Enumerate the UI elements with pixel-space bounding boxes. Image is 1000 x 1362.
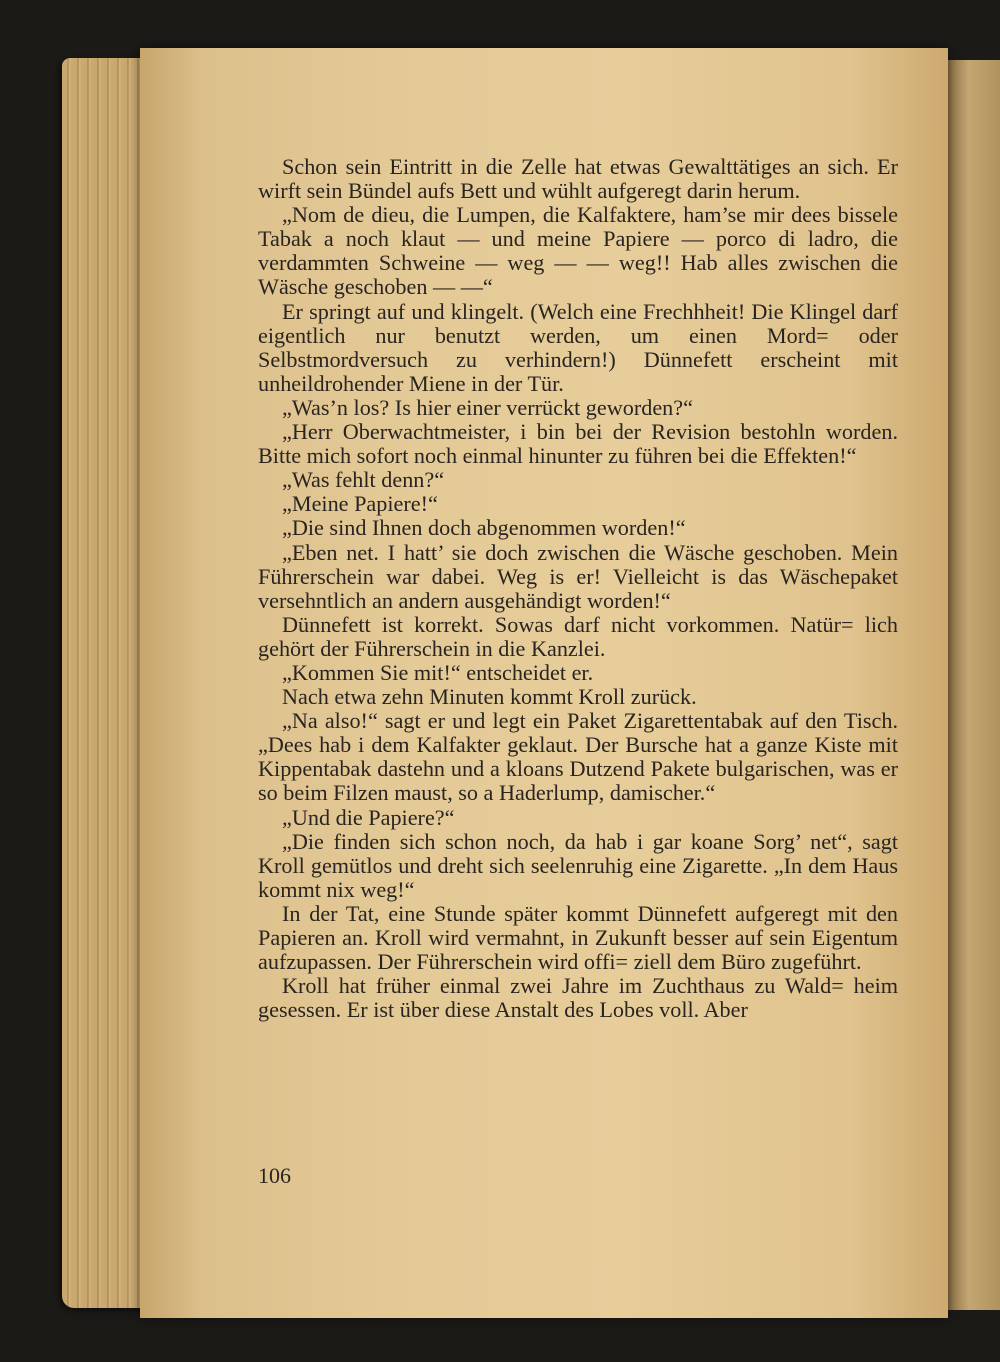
paragraph: „Eben net. I hatt’ sie doch zwischen die Wäsche geschoben. Mein Führerschein war dabei. Weg is er! Vielleicht is das Wäschepaket versehntlich an andern ausgehändigt worden!“	[258, 539, 898, 613]
next-page-edge	[948, 60, 1000, 1310]
paragraph: „Na also!“ sagt er und legt ein Paket Zigarettentabak auf den Tisch. „Dees hab i dem Kalfakter geklaut. Der Bursche hat a ganze Kiste mit Kippentabak dastehn und a kloans Dutzend Pakete bulgarischen, was er so beim Filzen maust, so a Haderlump, damischer.“	[258, 708, 898, 806]
paragraph: „Was’n los? Is hier einer verrückt geworden?“	[282, 394, 693, 420]
page-text	[258, 155, 898, 1022]
page-number: 106	[258, 1163, 291, 1188]
paragraph: Nach etwa zehn Minuten kommt Kroll zurück.	[282, 684, 697, 710]
paragraph: Kroll hat früher einmal zwei Jahre im Zuchthaus zu Wald= heim gesessen. Er ist über diese Anstalt des Lobes voll. Aber	[258, 973, 898, 1023]
paragraph: „Die sind Ihnen doch abgenommen worden!“	[282, 515, 686, 541]
paragraph: Dünnefett ist korrekt. Sowas darf nicht vorkommen. Natür= lich gehört der Führerschein in die Kanzlei.	[258, 611, 898, 661]
paragraph: „Herr Oberwachtmeister, i bin bei der Revision bestohln worden. Bitte mich sofort noch einmal hinunter zu führen bei die Effekten!“	[258, 419, 898, 469]
paragraph: „Die finden sich schon noch, da hab i gar koane Sorg’ net“, sagt Kroll gemütlos und dreht sich seelenruhig eine Zigarette. „In dem Haus kommt nix weg!“	[258, 828, 898, 902]
paragraph: „Was fehlt denn?“	[282, 467, 445, 493]
paragraph: Schon sein Eintritt in die Zelle hat etwas Gewalttätiges an sich. Er wirft sein Bündel aufs Bett und wühlt aufgeregt darin herum.	[258, 154, 898, 204]
paragraph: „Nom de dieu, die Lumpen, die Kalfaktere, ham’se mir dees bissele Tabak a noch klaut — und meine Papiere — porco di ladro, die verdammten Schweine — weg — — weg!! Hab alles zwischen die Wäsche geschoben — —“	[258, 202, 898, 300]
paragraph: In der Tat, eine Stunde später kommt Dünnefett aufgeregt mit den Papieren an. Kroll wird vermahnt, in Zukunft besser auf sein Eigentum aufzupassen. Der Führerschein wird offi= ziell dem Büro zugeführt.	[258, 900, 898, 975]
paragraph: Er springt auf und klingelt. (Welch eine Frechhheit! Die Klingel darf eigentlich nur benutzt werden, um einen Mord= oder Selbstmordversuch zu verhindern!) Dünnefett erscheint mit unheildrohender Miene in der Tür.	[258, 298, 898, 396]
paragraph: „Kommen Sie mit!“ entscheidet er.	[282, 659, 594, 685]
paragraph: „Meine Papiere!“	[282, 491, 438, 517]
paragraph: „Und die Papiere?“	[282, 804, 455, 830]
